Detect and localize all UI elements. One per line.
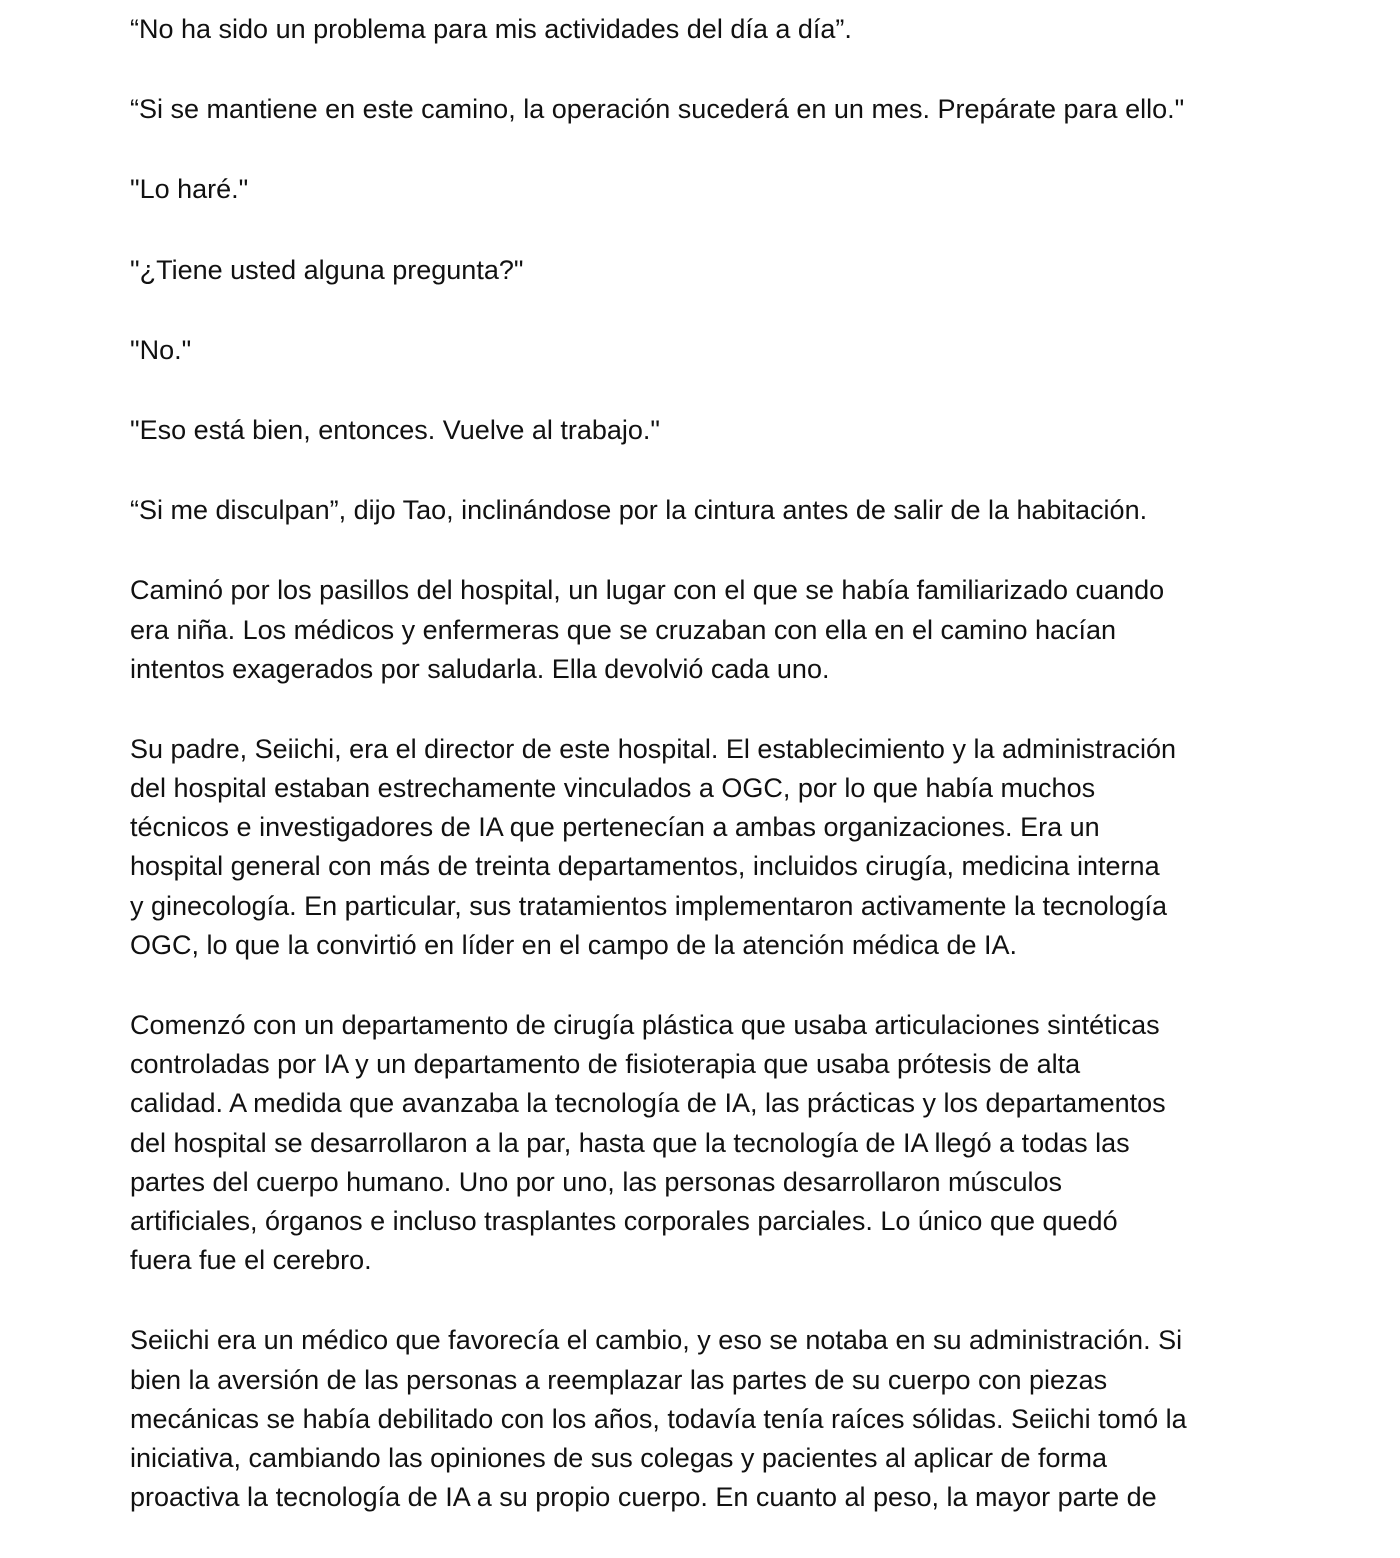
paragraph-2 bbox=[130, 90, 1290, 129]
text-line: OGC, lo que la convirtió en líder en el campo de la atención médica de IA. bbox=[130, 929, 1017, 960]
paragraph-8 bbox=[130, 571, 1290, 689]
text-line: del hospital estaban estrechamente vinculados a OGC, por lo que había muchos bbox=[130, 773, 1096, 804]
text-line: partes del cuerpo humano. Uno por uno, las personas desarrollaron músculos bbox=[130, 1166, 1063, 1197]
text-line: del hospital se desarrollaron a la par, hasta que la tecnología de IA llegó a todas las bbox=[130, 1127, 1130, 1158]
text-line: Seiichi era un médico que favorecía el cambio, y eso se notaba en su administración. Si bbox=[130, 1325, 1183, 1356]
text-line: controladas por IA y un departamento de fisioterapia que usaba prótesis de alta bbox=[130, 1049, 1081, 1080]
paragraph-6 bbox=[130, 411, 1290, 450]
text-line: "¿Tiene usted alguna pregunta?" bbox=[130, 254, 524, 285]
text-line: fuera fue el cerebro. bbox=[130, 1245, 372, 1276]
text-line: era niña. Los médicos y enfermeras que se cruzaban con ella en el camino hacían bbox=[130, 614, 1117, 645]
text-line: Comenzó con un departamento de cirugía plástica que usaba articulaciones sintéticas bbox=[130, 1010, 1160, 1040]
text-line: "No." bbox=[130, 334, 192, 365]
text-line: proactiva la tecnología de IA a su propio cuerpo. En cuanto al peso, la mayor parte de bbox=[130, 1482, 1157, 1513]
paragraph-9 bbox=[130, 730, 1290, 965]
paragraph-1 bbox=[130, 10, 1290, 49]
paragraph-11 bbox=[130, 1321, 1290, 1517]
text-line: intentos exagerados por saludarla. Ella devolvió cada uno. bbox=[130, 653, 830, 684]
text-line: artificiales, órganos e incluso trasplantes corporales parciales. Lo único que quedó bbox=[130, 1205, 1118, 1236]
text-line: iniciativa, cambiando las opiniones de sus colegas y pacientes al aplicar de forma bbox=[130, 1442, 1108, 1473]
text-line: “No ha sido un problema para mis actividades del día a día”. bbox=[130, 14, 852, 44]
paragraph-3 bbox=[130, 170, 1290, 209]
paragraph-4 bbox=[130, 251, 1290, 290]
paragraph-5 bbox=[130, 331, 1290, 370]
text-line: bien la aversión de las personas a reemplazar las partes de su cuerpo con piezas bbox=[130, 1364, 1108, 1395]
text-line: y ginecología. En particular, sus tratamientos implementaron activamente la tecnología bbox=[130, 890, 1168, 921]
text-line: mecánicas se había debilitado con los años, todavía tenía raíces sólidas. Seiichi tomó la bbox=[130, 1403, 1187, 1434]
text-line: técnicos e investigadores de IA que pertenecían a ambas organizaciones. Era un bbox=[130, 812, 1100, 843]
document-page bbox=[130, 10, 1290, 1558]
text-line: hospital general con más de treinta departamentos, incluidos cirugía, medicina interna bbox=[130, 851, 1160, 882]
text-line: calidad. A medida que avanzaba la tecnología de IA, las prácticas y los departamentos bbox=[130, 1088, 1166, 1119]
text-line: "Eso está bien, entonces. Vuelve al trabajo." bbox=[130, 414, 660, 445]
text-line: “Si se mantiene en este camino, la operación sucederá en un mes. Prepárate para ello." bbox=[130, 94, 1185, 125]
text-line: Su padre, Seiichi, era el director de este hospital. El establecimiento y la administración bbox=[130, 733, 1177, 764]
text-line: "Lo haré." bbox=[130, 174, 249, 205]
text-line: Caminó por los pasillos del hospital, un lugar con el que se había familiarizado cuando bbox=[130, 575, 1165, 606]
text-line: “Si me disculpan”, dijo Tao, inclinándose por la cintura antes de salir de la habitación. bbox=[130, 495, 1148, 526]
paragraph-7 bbox=[130, 491, 1290, 530]
paragraph-10 bbox=[130, 1006, 1290, 1280]
